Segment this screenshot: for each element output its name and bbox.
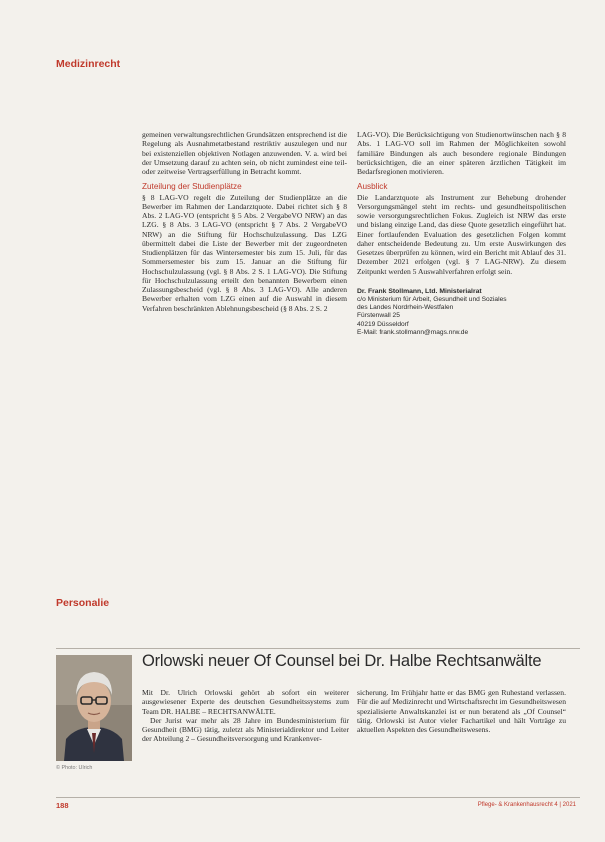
page-number: 188 [56,801,69,810]
headline-divider [56,648,580,649]
article-headline: Orlowski neuer Of Counsel bei Dr. Halbe Rechtsanwälte [142,652,542,670]
article-column-2 [357,688,566,734]
right-text-column [357,130,566,337]
section-label-personalie: Personalie [56,597,110,609]
portrait-photo [56,655,132,761]
left-intro-paragraph: gemeinen verwaltungsrechtlichen Grundsätzen entsprechend ist die Regelung als Ausnahmetatbestand restriktiv auszulegen und nur bei existenziellen objektiven Notlagen anzuwenden. V. a. wird bei der Umsetzung darauf zu achten sein, ob nicht zumindest eine teil- oder zeitweise Vertragserfüllung in Betracht kommt. [142,130,347,176]
author-block [357,288,566,337]
portrait-illustration [56,655,132,761]
author-line: 40219 Düsseldorf [357,320,409,328]
author-name: Dr. Frank Stollmann, Ltd. Ministerialrat [357,287,482,295]
section-label-medizinrecht: Medizinrecht [56,58,121,70]
footer-divider [56,797,580,798]
subheading-zuteilung: Zuteilung der Studienplätze [142,182,242,192]
author-line: c/o Ministerium für Arbeit, Gesundheit und Soziales [357,295,507,303]
author-line: Fürstenwall 25 [357,312,400,320]
left-text-column [142,130,347,313]
photo-caption: © Photo: Ulrich [56,765,93,771]
left-body-paragraph: § 8 LAG-VO regelt die Zuteilung der Studienplätze an die Bewerber im Rahmen der Landarztquote. Dabei richtet sich § 8 Abs. 2 LAG-VO (entspricht § 5 Abs. 2 VergabeVO NRW) an das LZG. § 8 Abs. 3 LAG-VO (entspricht § 7 Abs. 2 VergabeVO NRW) an die Stiftung für Hochschulzulassung. Das LZG übermittelt dabei die Liste der Bewerber mit der zugeordneten Studienplätzen für das Wintersemester bis zum 15. Juli, für das Sommersemester bis zum 15. Januar an die Stiftung für Hochschulzulassung (vgl. § 8 Abs. 2 S. 1 LAG-VO). Die Stiftung für Hochschulzulassung erteilt den benannten Bewerbern einen Zulassungsbescheid (vgl. § 8 Abs. 3 LAG-VO). Alle anderen Bewerber erhalten vom LZG einen auf die Auswahl in diesem Verfahren beschränkten Ablehnungsbescheid (§ 8 Abs. 2 S. 2 [142,192,347,313]
article-paragraph: Mit Dr. Ulrich Orlowski gehört ab sofort ein weiterer ausgewiesener Experte des deutschen Gesundheitssystems zum Team DR. HALBE – RECHTSANWÄLTE. [142,688,349,716]
article-column-1 [142,688,349,744]
journal-reference: Pflege- & Krankenhausrecht 4 | 2021 [477,802,576,808]
author-email: E-Mail: frank.stollmann@mags.nrw.de [357,328,469,336]
right-body-paragraph: Die Landarztquote als Instrument zur Behebung drohender Versorgungsmängel steht im rechts- und gesundheitspolitischen sowie versorgungsrechtlichen Fokus. Zugleich ist NRW das erste und bislang einzige Land, das diese Quote gesetzlich eingeführt hat. Einer fortlaufenden Evaluation des gesetzlichen Folgen kommt daher entscheidende Bedeutung zu. Um erste Auswirkungen des Gesetzes überprüfen zu können, wird ein Bericht mit Ablauf des 31. Dezember 2021 erfolgen (vgl. § 7 LAG-NRW). Zu diesem Zeitpunkt werden 5 Auswahlverfahren erfolgt sein. [357,192,566,276]
right-intro-paragraph: LAG-VO). Die Berücksichtigung von Studienortwünschen nach § 8 Abs. 1 LAG-VO soll im Rahmen der Möglichkeiten sowohl familiäre Bindungen als auch besondere regionale Bindungen berücksichtigen, die an einer späteren ärztlichen Tätigkeit im Bedarfsregionen motivieren. [357,130,566,176]
subheading-ausblick: Ausblick [357,182,388,192]
author-line: des Landes Nordrhein-Westfalen [357,304,454,312]
article-paragraph: Der Jurist war mehr als 28 Jahre im Bundesministerium für Gesundheit (BMG) tätig, zuletzt als Ministerialdirektor und Leiter der Abteilung 2 – Gesundheitsversorgung und Krankenver- [142,715,349,744]
article-paragraph: sicherung. Im Frühjahr hatte er das BMG gen Ruhestand verlassen. Für die auf Medizinrecht und Wirtschaftsrecht im Gesundheitswesen spezialisierte Anwaltskanzlei ist er nun beratend als „Of Counsel“ tätig. Orlowski ist Autor vieler Fachartikel und hält Vorträge zu aktuellen Aspekten des Gesundheitswesens. [357,688,566,734]
